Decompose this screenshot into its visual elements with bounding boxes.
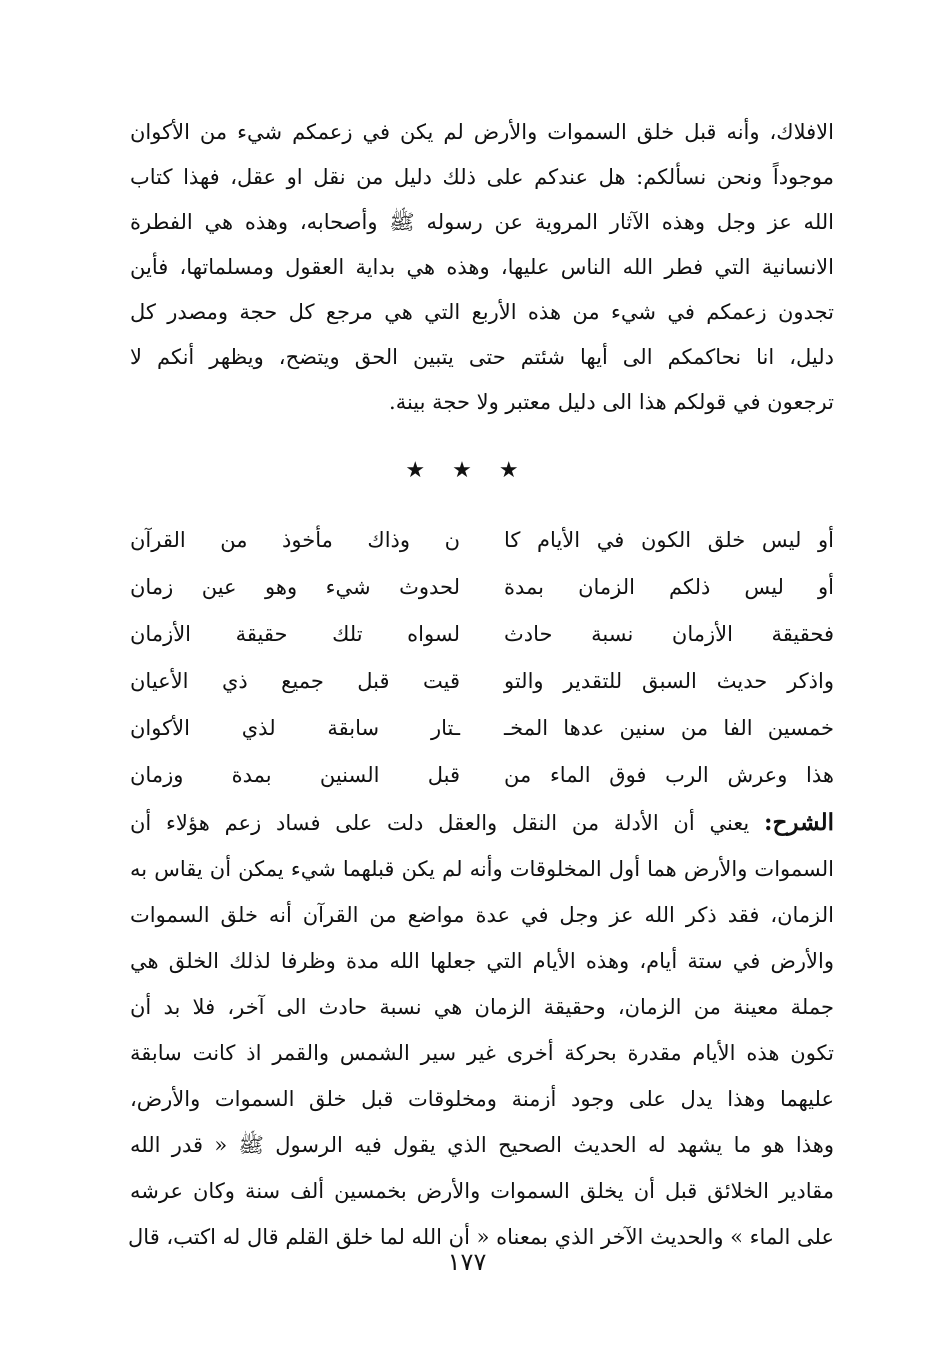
poem-verse: [130, 564, 834, 611]
poem-verse: [130, 611, 834, 658]
verse-second-hemistich: لحدوث شيء وهو عين زمان: [130, 575, 460, 599]
commentary-first-line-text: يعني أن الأدلة من النقل والعقل دلت على فساد زعم هؤلاء أن: [130, 811, 750, 835]
paragraph-line: ترجعون في قولكم هذا الى دليل معتبر ولا حجة بينة.: [389, 390, 834, 414]
commentary-label: الشرح:: [764, 809, 834, 836]
commentary-line: على الماء » والحديث الآخر الذي بمعناه « أن الله لما خلق القلم قال له اكتب، قال: [128, 1225, 834, 1249]
verse-second-hemistich: لسواه تلك حقيقة الأزمان: [130, 622, 460, 646]
commentary-line: عليهما وهذا يدل على وجود أزمنة ومخلوقات قبل خلق السموات والأرض،: [130, 1087, 834, 1111]
paragraph-line: موجوداً ونحن نسألكم: هل عندكم على ذلك دليل من نقل او عقل، فهذا كتاب: [130, 165, 834, 189]
paragraph-line: دليل، انا نحاكمكم الى أيها شئتم حتى يتبين الحق ويتضح، ويظهر أنكم لا: [130, 345, 834, 369]
commentary-line: مقادير الخلائق قبل أن يخلق السموات والأرض بخمسين ألف سنة وكان عرشه: [130, 1179, 834, 1203]
paragraph-line: الافلاك، وأنه قبل خلق السموات والأرض لم يكن في زعمكم شيء من الأكوان: [130, 120, 834, 144]
verse-first-hemistich: أو ليس خلق الكون في الأيام كا: [504, 528, 834, 552]
commentary-line: السموات والأرض هما أول المخلوقات وأنه لم يكن قبلهما شيء يمكن أن يقاس به: [130, 857, 834, 881]
verse-second-hemistich: قبل السنين بمدة وزمان: [130, 763, 460, 787]
poem-verse: [130, 752, 834, 799]
verse-second-hemistich: ـتار سابقة لذي الأكوان: [130, 716, 460, 740]
verse-first-hemistich: واذكر حديث السبق للتقدير والتو: [504, 669, 834, 693]
verse-first-hemistich: أو ليس ذلكم الزمان بمدة: [504, 575, 834, 599]
commentary-line: جملة معينة من الزمان، وحقيقة الزمان هي نسبة حادث الى آخر، فلا بد أن: [130, 995, 834, 1019]
commentary-paragraph: [130, 800, 834, 1260]
page-number: ١٧٧: [447, 1248, 487, 1276]
section-separator: ★ ★ ★: [405, 458, 529, 483]
poem-verse: [130, 658, 834, 705]
intro-paragraph: [130, 110, 834, 425]
paragraph-line: تجدون زعمكم في شيء من هذه الأربع التي هي مرجع كل حجة ومصدر كل: [130, 300, 834, 324]
poem-block: [130, 517, 834, 799]
paragraph-line: الله عز وجل وهذه الآثار المروية عن رسوله ﷺ وأصحابه، وهذه هي الفطرة: [130, 210, 834, 234]
verse-second-hemistich: ن وذاك مأخوذ من القرآن: [130, 528, 460, 552]
commentary-line: وهذا هو ما يشهد له الحديث الصحيح الذي يقول فيه الرسول ﷺ « قدر الله: [130, 1133, 834, 1157]
verse-first-hemistich: فحقيقة الأزمان نسبة حادث: [504, 622, 834, 646]
commentary-line: والأرض في ستة أيام، وهذه الأيام التي جعلها الله مدة وظرفا لذلك الخلق هي: [130, 949, 834, 973]
verse-second-hemistich: قيت قبل جميع ذي الأعيان: [130, 669, 460, 693]
verse-first-hemistich: خمسين الفا من سنين عدها المخـ: [504, 716, 834, 740]
poem-verse: [130, 517, 834, 564]
commentary-first-line: [130, 800, 834, 846]
commentary-line: تكون هذه الأيام مقدرة بحركة أخرى غير سير الشمس والقمر اذ كانت سابقة: [130, 1041, 834, 1065]
commentary-line: الزمان، فقد ذكر الله عز وجل في عدة مواضع من القرآن أنه خلق السموات: [130, 903, 834, 927]
verse-first-hemistich: هذا وعرش الرب فوق الماء من: [504, 763, 834, 787]
poem-verse: [130, 705, 834, 752]
paragraph-line: الانسانية التي فطر الله الناس عليها، وهذه هي بداية العقول ومسلماتها، فأين: [130, 255, 834, 279]
